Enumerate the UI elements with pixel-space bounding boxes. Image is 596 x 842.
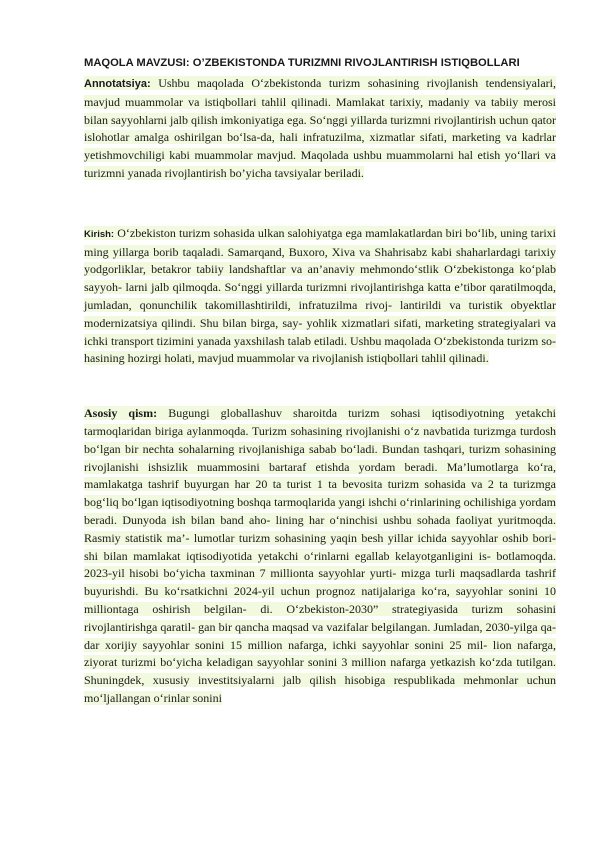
introduction-paragraph bbox=[84, 225, 556, 368]
introduction-label: Kirish: bbox=[84, 228, 115, 240]
annotation-highlight bbox=[84, 76, 556, 180]
main-section-text: Bugungi globallashuv sharoitda turizm sohasi iqtisodiyotning yetakchi tarmoqlaridan biriga aylanmoqda. Turizm sohasining rivojlanishi o‘z navbatida turizmga turdosh bo‘lgan bir nechta sohalarning rivojlanishiga sabab bo‘ladi. Bundan tashqari, turizm sohasining rivojlanishi ishsizlik muammosini bartaraf etishda yordam beradi. Ma’lumotlarga ko‘ra, mamlakatga tashrif buyurgan har 20 ta turist 1 ta bevosita turizm sohasida va 2 ta turizmga bog‘liq bo‘lgan iqtisodiyotning boshqa tarmoqlarida yangi ishchi o‘rinlarining ochilishiga yordam beradi. Dunyoda ish bilan band aho- lining har o‘ninchisi ushbu sohada faoliyat yuritmoqda. Rasmiy statistik ma’- lumotlar turizm sohasining yaqin besh yillar ichida sayyohlar oshib bori- shi bilan mamlakat iqtisodiyotida yetakchi o‘rinlarni egallab kelayotganligini is- botlamoqda. 2023-yil hisobi bo‘yicha taxminan 7 millionta sayyohlar yurti- mizga turli maqsadlarda tashrif buyurishdi. Bu ko‘rsatkichni 2024-yil uchun prognoz natijalariga ko‘ra, sayyohlar sonini 10 milliontaga oshirish belgilan- di. O‘zbekiston-2030” strategiyasida turizm sohasini rivojlantirishga qaratil- gan bir qancha maqsad va vazifalar belgilangan. Jumladan, 2030-yilga qa- dar xorijiy sayyohlar sonini 15 million nafarga, ichki sayyohlar sonini 25 mil- lion nafarga, ziyorat turizmi bo‘yicha keladigan sayyohlar sonini 3 million nafarga yetkazish ko‘zda tutilgan. Shuningdek, xususiy investitsiyalarni jalb qilish hisobiga respublikada mehmonlar uchun mo‘ljallangan o‘rinlar sonini bbox=[84, 406, 557, 705]
article-title: MAQOLA MAVZUSI: O’ZBEKISTONDA TURIZMNI RIVOJLANTIRISH ISTIQBOLLARI bbox=[84, 57, 520, 69]
main-section-paragraph bbox=[84, 405, 556, 708]
introduction-text: O‘zbekiston turizm sohasida ulkan salohiyatga ega mamlakatlardan biri bo‘lib, uning tarixi ming yillarga borib taqaladi. Samarqand, Buxoro, Xiva va Shahrisabz kabi shaharlardagi tarixiy yodgorliklar, betakror tabiiy landshaftlar va an’anaviy mehmondo‘stlik O‘zbekistonga ko‘plab sayyoh- larni jalb qilmoqda. So‘nggi yillarda turizmni rivojlantirishga katta e’tibor qaratilmoqda, jumladan, qonunchilik takomillashtirildi, infratuzilma rivoj- lantirildi va turistik obyektlar modernizatsiya qilindi. Shu bilan birga, say- yohlik xizmatlari sifati, marketing strategiyalari va ichki transport tizimini yanada yaxshilash talab etiladi. Ushbu maqolada O‘zbekistonda turizm so- hasining hozirgi holati, mavjud muammolar va rivojlanish istiqbollari tahlil qilinadi. bbox=[84, 225, 556, 366]
introduction-highlight bbox=[84, 226, 556, 366]
annotation-label: Annotatsiya: bbox=[84, 78, 151, 90]
annotation-paragraph bbox=[84, 75, 556, 183]
document-page bbox=[84, 56, 556, 708]
annotation-text: Ushbu maqolada O‘zbekistonda turizm sohasining rivojlanish tendensiyalari, mavjud muammolar va istiqbollari tahlil qilinadi. Mamlakat tarixiy, madaniy va tabiiy merosi bilan sayyohlarni jalb qilish imkoniyatiga ega. So‘nggi yillarda turizmni rivojlantirish uchun qator islohotlar amalga oshirilgan bo‘lsa-da, hali infratuzilma, xizmatlar sifati, marketing va kadrlar yetishmovchiligi kabi muammolar mavjud. Maqolada ushbu muammolarni hal etish yo‘llari va turizmni yanada rivojlantirish bo’yicha tavsiyalar beriladi. bbox=[84, 76, 556, 180]
main-section-label: Asosiy qism: bbox=[84, 406, 158, 421]
main-section-highlight bbox=[84, 406, 556, 705]
